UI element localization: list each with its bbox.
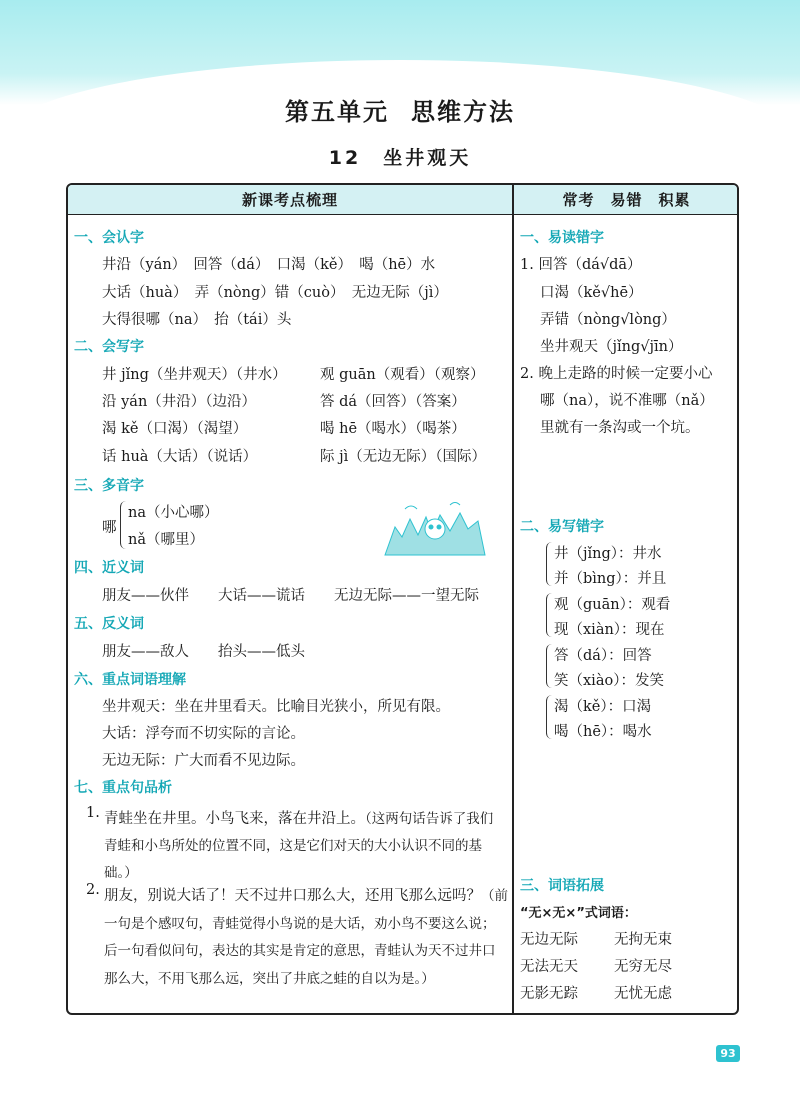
- expansion-word: 无影无踪: [520, 986, 578, 1002]
- sentence-no: 2.: [86, 882, 100, 898]
- write-line: 观 guān（观看）（观察）: [320, 367, 485, 383]
- section-expansion: 三、词语拓展: [520, 878, 604, 894]
- misread-item: 1. 回答（dá√dā）: [520, 257, 642, 273]
- miswrite-item: 观（guān）：观看: [554, 597, 671, 613]
- sentence-text: 朋友，别说大话了！天不过井口那么大，还用飞那么远吗？: [104, 888, 481, 904]
- write-line: 喝 hē（喝水）（喝茶）: [320, 421, 466, 437]
- sentence-note: （前一句是个感叹句，青蛙觉得小鸟说的是大话，劝小鸟不要这么说；后一句看似问句，表达的其实是肯定的意思，青蛙认为天不过井口那么大，不用飞那么远，突出了井底之蛙的自以为是。）: [104, 888, 508, 987]
- sentence-block: [104, 805, 506, 886]
- recognize-line: 大得很哪（na） 抬（tái）头: [102, 312, 292, 328]
- section-synonym: 四、近义词: [74, 560, 144, 576]
- sentence-no: 1.: [86, 805, 100, 821]
- right-column-header: [514, 185, 739, 215]
- miswrite-brace: [546, 593, 552, 637]
- miswrite-brace: [546, 695, 552, 739]
- polyphone-item: na（小心哪）: [128, 505, 219, 521]
- expansion-word: 无忧无虑: [614, 986, 672, 1002]
- unit-label: 第五单元: [285, 98, 389, 126]
- write-line: 渴 kě（口渴）（渴望）: [102, 421, 248, 437]
- frog-illustration: [380, 497, 490, 557]
- sentence-note: （这两句话告诉了我们青蛙和小鸟所处的位置不同，这是它们对天的大小认识不同的基础。）: [104, 811, 494, 881]
- polyphone-item: nǎ（哪里）: [128, 532, 204, 548]
- miswrite-item: 笑（xiào）：发笑: [554, 673, 664, 689]
- section-antonym: 五、反义词: [74, 616, 144, 632]
- misread-q2: 里就有一条沟或一个坑。: [540, 420, 700, 436]
- recognize-line: 大话（huà） 弄（nòng）错（cuò） 无边无际（jì）: [102, 285, 448, 301]
- sentence-block: [104, 882, 508, 992]
- section-sentence: 七、重点句品析: [74, 780, 172, 796]
- misread-item: 坐井观天（jǐng√jīn）: [540, 339, 683, 355]
- unit-theme: 思维方法: [411, 98, 515, 126]
- polyphone-brace: [120, 501, 126, 549]
- polyphone-char: 哪: [102, 520, 117, 536]
- write-line: 答 dá（回答）（答案）: [320, 394, 466, 410]
- expansion-subtitle: “无×无×”式词语：: [520, 906, 637, 921]
- miswrite-item: 并（bìng）：并且: [554, 571, 667, 587]
- expansion-word: 无穷无尽: [614, 959, 672, 975]
- vocab-line: 无边无际：广大而看不见边际。: [102, 753, 305, 769]
- synonym-line: 朋友——伙伴 大话——谎话 无边无际——一望无际: [102, 588, 479, 604]
- recognize-line: 井沿（yán） 回答（dá） 口渴（kě） 喝（hē）水: [102, 257, 436, 273]
- section-misread: 一、易读错字: [520, 230, 604, 246]
- miswrite-item: 渴（kě）：口渴: [554, 699, 652, 715]
- section-miswrite: 二、易写错字: [520, 519, 604, 535]
- header-yicuo: 易错: [610, 191, 643, 209]
- header-changkao: 常考: [562, 191, 595, 209]
- vocab-line: 坐井观天：坐在井里看天。比喻目光狭小，所见有限。: [102, 699, 450, 715]
- write-line: 话 huà（大话）（说话）: [102, 449, 258, 465]
- column-divider: [512, 185, 514, 1015]
- section-recognize: 一、会认字: [74, 230, 144, 246]
- sentence-text: 青蛙坐在井里。小鸟飞来，落在井沿上。: [104, 811, 365, 827]
- miswrite-brace: [546, 542, 552, 586]
- section-polyphone: 三、多音字: [74, 478, 144, 494]
- section-vocab: 六、重点词语理解: [74, 672, 186, 688]
- misread-q2: 2. 晚上走路的时候一定要小心: [520, 366, 713, 382]
- miswrite-brace: [546, 644, 552, 688]
- misread-item: 弄错（nòng√lòng）: [540, 312, 676, 328]
- antonym-line: 朋友——敌人 抬头——低头: [102, 644, 305, 660]
- page-number: 93: [716, 1045, 740, 1062]
- write-line: 井 jǐng（坐井观天）（井水）: [102, 367, 287, 383]
- miswrite-item: 井（jǐng）：井水: [554, 546, 662, 562]
- lesson-title: [0, 143, 800, 170]
- expansion-word: 无拘无束: [614, 932, 672, 948]
- miswrite-item: 喝（hē）：喝水: [554, 724, 652, 740]
- miswrite-item: 现（xiàn）：现在: [554, 622, 665, 638]
- expansion-word: 无法无天: [520, 959, 578, 975]
- header-jilei: 积累: [658, 191, 691, 209]
- misread-item: 口渴（kě√hē）: [540, 285, 643, 301]
- content-frame: [66, 183, 739, 1015]
- left-column-header: 新课考点梳理: [68, 185, 512, 215]
- section-write: 二、会写字: [74, 339, 144, 355]
- vocab-line: 大话：浮夸而不切实际的言论。: [102, 726, 305, 742]
- lesson-name: 坐井观天: [383, 147, 472, 169]
- write-line: 际 jì（无边无际）（国际）: [320, 449, 486, 465]
- misread-q2: 哪（na），说不准哪（nǎ）: [540, 393, 714, 409]
- unit-title: [0, 92, 800, 127]
- lesson-number: 12: [328, 147, 362, 169]
- write-line: 沿 yán（井沿）（边沿）: [102, 394, 257, 410]
- expansion-word: 无边无际: [520, 932, 578, 948]
- miswrite-item: 答（dá）：回答: [554, 648, 652, 664]
